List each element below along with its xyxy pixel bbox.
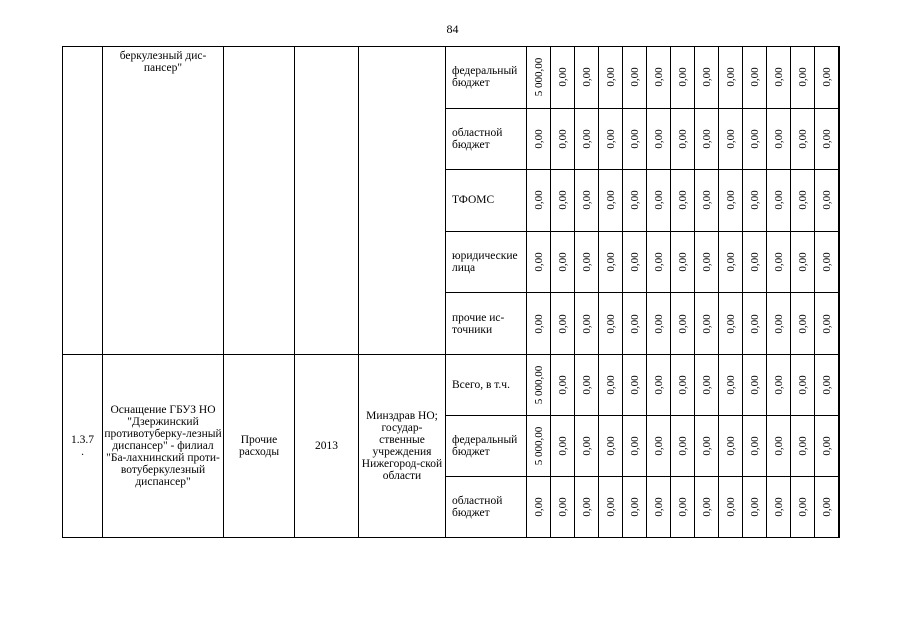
funding-source (446, 170, 527, 232)
value-cell (623, 47, 647, 109)
value-text: 0,00 (604, 375, 617, 395)
value-text: 0,00 (532, 252, 545, 272)
value-text: 0,00 (604, 67, 617, 87)
item-number (63, 354, 103, 537)
value-text: 0,00 (532, 129, 545, 149)
value-cell (839, 47, 840, 109)
value-cell (719, 293, 743, 355)
value-cell (791, 231, 815, 293)
value-text: 0,00 (676, 129, 689, 149)
value-text: 0,00 (580, 190, 593, 211)
value-text: 0,00 (772, 190, 785, 211)
item-name (103, 354, 224, 537)
value-cell (623, 415, 647, 476)
value-cell (815, 231, 839, 293)
value-cell (767, 415, 791, 476)
value-text: 0,00 (580, 497, 593, 517)
value-cell (695, 108, 719, 170)
value-cell (599, 170, 623, 232)
value-text: 0,00 (748, 375, 761, 395)
value-text: 0,00 (820, 67, 833, 87)
value-cell (743, 170, 767, 232)
value-text: 0,00 (652, 129, 665, 149)
value-cell (647, 47, 671, 109)
value-cell (743, 108, 767, 170)
value-cell (551, 415, 575, 476)
value-text: 0,00 (652, 314, 665, 334)
value-cell (551, 170, 575, 232)
value-text: 0,00 (676, 67, 689, 87)
value-text: 0,00 (700, 129, 713, 149)
value-cell (671, 476, 695, 537)
value-cell (527, 47, 551, 109)
value-text: 0,00 (772, 497, 785, 517)
value-cell (599, 47, 623, 109)
value-text: 0,00 (676, 436, 689, 456)
value-cell (839, 415, 840, 476)
value-text: 0,00 (820, 129, 833, 149)
value-cell (647, 476, 671, 537)
value-text: 0,00 (724, 314, 737, 334)
value-cell (623, 293, 647, 355)
value-text: 0,00 (796, 190, 809, 211)
value-cell (575, 108, 599, 170)
value-cell (527, 108, 551, 170)
value-cell (599, 108, 623, 170)
value-text (839, 129, 840, 148)
value-cell (527, 415, 551, 476)
value-cell (647, 293, 671, 355)
value-cell (791, 415, 815, 476)
value-cell (527, 476, 551, 537)
value-text: 0,00 (796, 67, 809, 87)
value-text: 0,00 (556, 497, 569, 517)
value-text: 0,00 (700, 67, 713, 87)
value-text: 0,00 (580, 436, 593, 456)
value-text: 0,00 (556, 252, 569, 272)
value-text: 0,00 (700, 190, 713, 211)
value-cell (623, 476, 647, 537)
value-cell (767, 231, 791, 293)
value-text: 0,00 (796, 129, 809, 149)
funding-source-text: Всего, в т.ч. (452, 378, 510, 391)
value-text: 0,00 (580, 252, 593, 272)
number-cell (63, 47, 103, 355)
value-text: 0,00 (652, 375, 665, 395)
value-cell (671, 293, 695, 355)
funding-source (446, 47, 527, 109)
value-cell (815, 415, 839, 476)
expense-type-text: Прочие расходы (238, 433, 280, 458)
value-cell (623, 108, 647, 170)
value-text: 0,00 (580, 67, 593, 87)
value-text: 0,00 (724, 67, 737, 87)
value-cell (839, 354, 840, 415)
value-text: 0,00 (700, 375, 713, 395)
value-text: 0,00 (820, 314, 833, 334)
value-text: 0,00 (724, 129, 737, 149)
value-text: 0,00 (724, 375, 737, 395)
year-cell (295, 47, 359, 355)
value-text: 0,00 (748, 129, 761, 149)
value-cell (791, 293, 815, 355)
year-text: 2013 (315, 439, 338, 452)
funding-source (446, 354, 527, 415)
value-text: 0,00 (532, 190, 545, 211)
value-cell (743, 354, 767, 415)
value-text (839, 191, 840, 210)
value-text: 0,00 (820, 497, 833, 517)
value-cell (599, 293, 623, 355)
name-cell (103, 47, 224, 355)
value-text: 0,00 (748, 67, 761, 87)
value-text (839, 366, 840, 405)
value-cell (671, 170, 695, 232)
value-cell (575, 231, 599, 293)
value-text: 0,00 (676, 252, 689, 272)
funding-source-text: федеральный бюджет (452, 433, 518, 458)
value-cell (695, 354, 719, 415)
value-cell (671, 47, 695, 109)
value-cell (767, 170, 791, 232)
value-text (839, 314, 840, 333)
value-cell (623, 354, 647, 415)
value-text: 0,00 (652, 436, 665, 456)
value-text: 0,00 (628, 67, 641, 87)
value-text: 0,00 (820, 375, 833, 395)
financing-table (62, 46, 840, 538)
value-text: 0,00 (820, 190, 833, 211)
value-text: 0,00 (700, 436, 713, 456)
table-row (63, 354, 840, 415)
value-cell (767, 47, 791, 109)
value-cell (719, 108, 743, 170)
name-cell-text: беркулезный дис- пансер" (119, 50, 207, 74)
value-text (839, 252, 840, 271)
value-cell (527, 170, 551, 232)
value-text: 0,00 (748, 436, 761, 456)
value-cell (551, 231, 575, 293)
value-cell (719, 231, 743, 293)
value-text: 0,00 (604, 436, 617, 456)
value-cell (623, 170, 647, 232)
value-cell (719, 354, 743, 415)
value-text: 0,00 (724, 190, 737, 211)
value-text: 0,00 (676, 497, 689, 517)
funding-source (446, 476, 527, 537)
value-cell (551, 293, 575, 355)
value-text (839, 497, 840, 516)
value-text (839, 427, 840, 466)
value-text: 0,00 (700, 314, 713, 334)
value-cell (527, 293, 551, 355)
expense-type-cell (224, 47, 295, 355)
value-cell (695, 47, 719, 109)
value-cell (791, 170, 815, 232)
value-cell (719, 476, 743, 537)
value-cell (599, 354, 623, 415)
value-cell (599, 415, 623, 476)
value-cell (839, 170, 840, 232)
value-text: 0,00 (772, 129, 785, 149)
value-cell (551, 47, 575, 109)
funding-source (446, 293, 527, 355)
value-text: 0,00 (556, 375, 569, 395)
value-text: 0,00 (748, 252, 761, 272)
value-text (839, 58, 840, 97)
value-text: 0,00 (796, 314, 809, 334)
value-text: 0,00 (604, 190, 617, 211)
value-cell (575, 47, 599, 109)
value-cell (743, 231, 767, 293)
value-text: 5 000,00 (532, 365, 545, 405)
year (295, 354, 359, 537)
value-text: 5 000,00 (532, 58, 545, 97)
value-cell (575, 476, 599, 537)
value-cell (623, 231, 647, 293)
value-cell (815, 170, 839, 232)
table-row (63, 47, 840, 109)
value-text: 0,00 (772, 252, 785, 272)
value-cell (695, 231, 719, 293)
table-body (63, 47, 840, 538)
value-text: 0,00 (580, 375, 593, 395)
funding-source-text: прочие ис-точники (452, 311, 505, 336)
value-cell (671, 354, 695, 415)
value-text: 0,00 (532, 497, 545, 517)
value-cell (695, 293, 719, 355)
value-text: 0,00 (772, 375, 785, 395)
value-text: 0,00 (604, 314, 617, 334)
value-text: 0,00 (820, 436, 833, 456)
value-cell (527, 354, 551, 415)
value-cell (815, 108, 839, 170)
value-cell (647, 415, 671, 476)
value-text: 0,00 (820, 252, 833, 272)
value-cell (719, 47, 743, 109)
value-text: 0,00 (580, 314, 593, 334)
funding-source-text: федеральный бюджет (452, 65, 518, 90)
value-cell (791, 476, 815, 537)
value-text: 0,00 (628, 314, 641, 334)
item-number-text: 1.3.7 . (71, 433, 94, 458)
funding-source (446, 108, 527, 170)
value-cell (575, 415, 599, 476)
value-text: 0,00 (676, 375, 689, 395)
value-text: 0,00 (628, 375, 641, 395)
value-text: 0,00 (724, 252, 737, 272)
value-text: 0,00 (796, 497, 809, 517)
value-cell (743, 415, 767, 476)
funding-source (446, 415, 527, 476)
executor-text: Минздрав НО; государ-ственные учреждения Нижегород-ской области (361, 409, 443, 482)
value-cell (767, 354, 791, 415)
page-number: 84 (446, 22, 459, 36)
value-text: 0,00 (556, 314, 569, 334)
funding-source-text: юридические лица (452, 250, 518, 275)
value-text: 0,00 (556, 67, 569, 87)
value-text: 0,00 (700, 252, 713, 272)
value-cell (743, 476, 767, 537)
value-text: 0,00 (748, 314, 761, 334)
value-cell (791, 354, 815, 415)
value-cell (647, 170, 671, 232)
expense-type (224, 354, 295, 537)
value-text: 0,00 (724, 497, 737, 517)
value-cell (767, 108, 791, 170)
value-text: 0,00 (748, 497, 761, 517)
value-cell (647, 231, 671, 293)
value-text: 0,00 (652, 497, 665, 517)
value-cell (671, 108, 695, 170)
value-text: 0,00 (604, 497, 617, 517)
value-cell (743, 293, 767, 355)
value-text: 0,00 (556, 129, 569, 149)
item-name-text: Оснащение ГБУЗ НО "Дзержинский противотуберку-лезный диспансер" - филиал "Ба-лахнинский проти-вотуберкулезный диспансер" (104, 403, 222, 488)
value-cell (839, 108, 840, 170)
value-cell (791, 47, 815, 109)
value-cell (551, 108, 575, 170)
value-cell (647, 108, 671, 170)
value-cell (575, 354, 599, 415)
funding-source (446, 231, 527, 293)
value-text: 0,00 (628, 190, 641, 211)
value-cell (527, 231, 551, 293)
value-cell (695, 476, 719, 537)
value-text: 0,00 (676, 190, 689, 211)
value-cell (767, 476, 791, 537)
value-text: 0,00 (604, 129, 617, 149)
value-text: 0,00 (628, 497, 641, 517)
value-text: 0,00 (772, 436, 785, 456)
funding-source-text: ТФОМС (452, 194, 495, 207)
value-text: 0,00 (796, 252, 809, 272)
value-cell (791, 108, 815, 170)
value-text: 0,00 (628, 436, 641, 456)
value-cell (647, 354, 671, 415)
value-cell (719, 415, 743, 476)
value-text: 0,00 (628, 252, 641, 272)
executor-cell (359, 47, 446, 355)
value-text: 5 000,00 (532, 426, 545, 466)
funding-source-text: областной бюджет (452, 126, 503, 151)
value-text: 0,00 (796, 436, 809, 456)
value-cell (815, 354, 839, 415)
value-cell (695, 415, 719, 476)
value-cell (767, 293, 791, 355)
value-cell (815, 293, 839, 355)
value-text: 0,00 (772, 314, 785, 334)
value-cell (551, 476, 575, 537)
value-cell (695, 170, 719, 232)
value-text: 0,00 (724, 436, 737, 456)
value-text: 0,00 (580, 129, 593, 149)
value-cell (815, 47, 839, 109)
value-cell (671, 415, 695, 476)
value-text: 0,00 (700, 497, 713, 517)
value-text: 0,00 (796, 375, 809, 395)
value-cell (575, 293, 599, 355)
value-text: 0,00 (604, 252, 617, 272)
value-cell (839, 476, 840, 537)
value-cell (671, 231, 695, 293)
value-cell (839, 231, 840, 293)
value-cell (839, 293, 840, 355)
funding-source-text: областной бюджет (452, 494, 503, 519)
value-text: 0,00 (676, 314, 689, 334)
value-cell (599, 476, 623, 537)
value-text: 0,00 (652, 67, 665, 87)
value-cell (599, 231, 623, 293)
value-text: 0,00 (556, 436, 569, 456)
value-text: 0,00 (652, 190, 665, 211)
executor (359, 354, 446, 537)
value-text: 0,00 (772, 67, 785, 87)
value-text: 0,00 (556, 190, 569, 211)
value-cell (575, 170, 599, 232)
value-cell (719, 170, 743, 232)
value-text: 0,00 (652, 252, 665, 272)
value-text: 0,00 (748, 190, 761, 211)
value-text: 0,00 (628, 129, 641, 149)
value-cell (551, 354, 575, 415)
value-cell (815, 476, 839, 537)
value-cell (743, 47, 767, 109)
value-text: 0,00 (532, 314, 545, 334)
